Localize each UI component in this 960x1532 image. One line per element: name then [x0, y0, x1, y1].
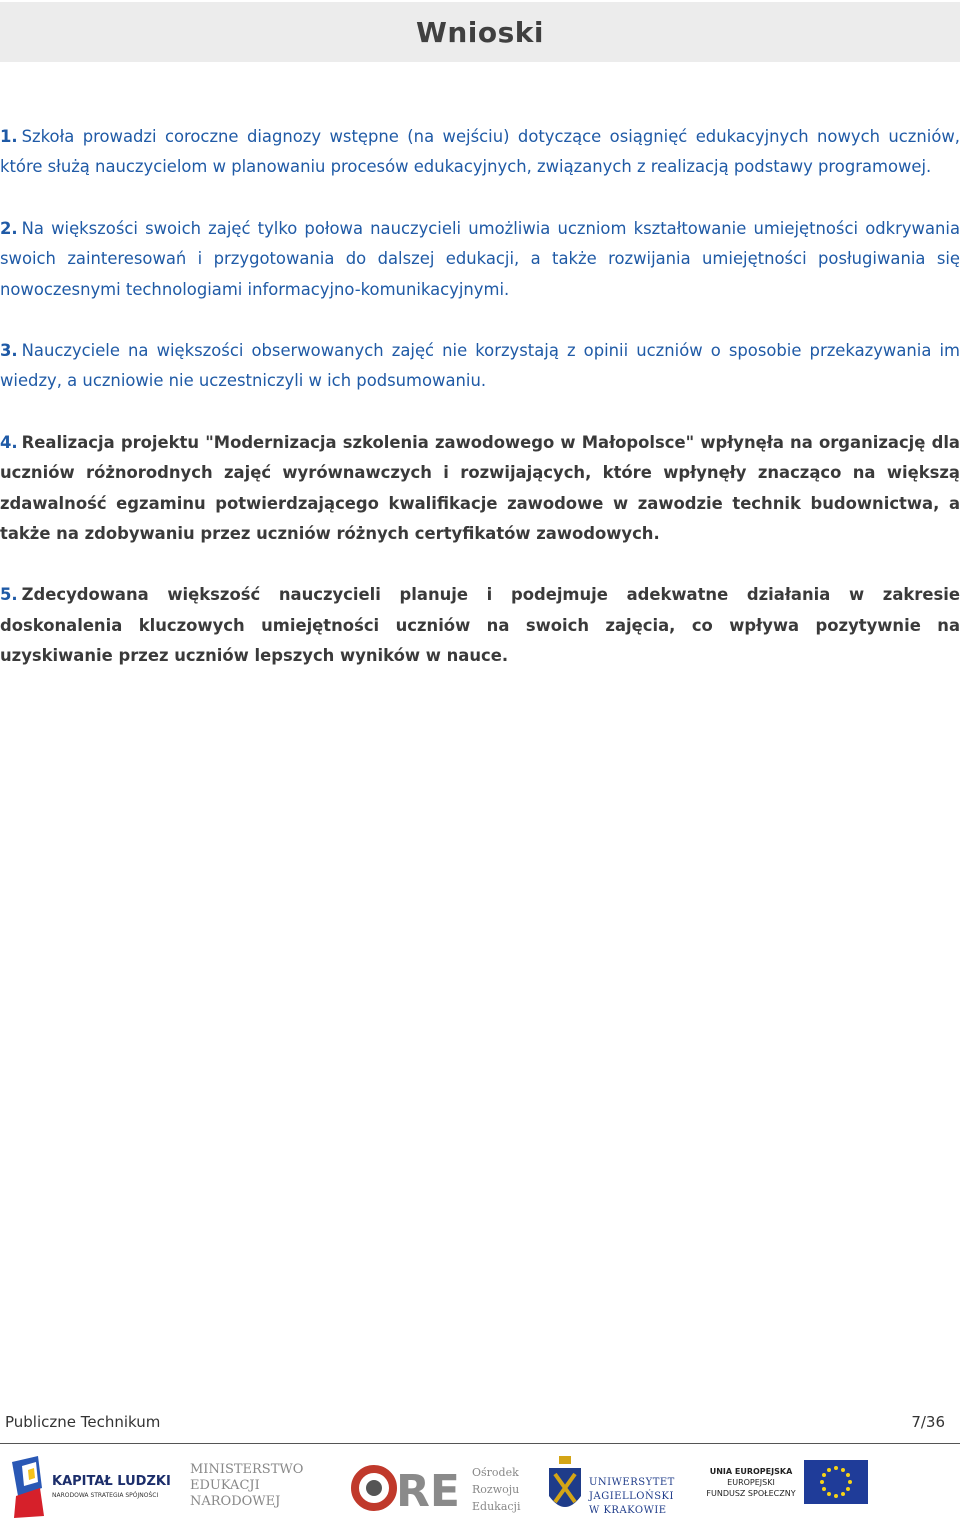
conclusion-text: Nauczyciele na większości obserwowanych zajęć nie korzystają z opinii uczniów o sposobie przekazywania im wiedzy, a uczniowie nie uczestniczyli w ich podsumowaniu.	[0, 341, 960, 391]
uj-crest-icon	[545, 1452, 585, 1524]
eu-logo	[706, 1452, 876, 1524]
svg-text:RE: RE	[396, 1466, 460, 1517]
page-number: 7/36	[911, 1413, 945, 1431]
ore-line-1: Ośrodek	[472, 1466, 519, 1479]
men-line-1: MINISTERSTWO	[190, 1462, 304, 1477]
eu-flag-icon	[804, 1460, 868, 1504]
sponsor-logos	[0, 1452, 960, 1524]
conclusion-number: 3.	[0, 341, 18, 361]
conclusion-number: 5.	[0, 585, 18, 605]
page-footer	[5, 1410, 945, 1434]
footer-divider	[0, 1443, 960, 1444]
kapital-ludzki-subtitle: NARODOWA STRATEGIA SPÓJNOŚCI	[52, 1492, 159, 1499]
conclusion-number: 1.	[0, 127, 18, 146]
conclusion-number: 4.	[0, 432, 18, 452]
conclusion-text: Zdecydowana większość nauczycieli planuje i podejmuje adekwatne działania w zakresie doskonalenia kluczowych umiejętności uczniów na swoich zajęcia, co wpływa pozytywnie na uzyskiwanie przez uczniów lepszych wyników w nauce.	[0, 585, 960, 666]
conclusion-number: 2.	[0, 218, 18, 238]
men-line-3: NARODOWEJ	[190, 1494, 281, 1509]
uj-line-3: W KRAKOWIE	[589, 1505, 667, 1516]
footer-school-name: Publiczne Technikum	[5, 1413, 161, 1431]
uj-logo	[545, 1452, 695, 1524]
page-title: Wnioski	[415, 15, 545, 49]
kapital-ludzki-title: KAPITAŁ LUDZKI	[52, 1474, 171, 1489]
conclusion-item	[0, 580, 960, 671]
uj-line-1: UNIWERSYTET	[589, 1477, 675, 1488]
ore-line-3: Edukacji	[472, 1500, 521, 1513]
conclusions-list	[0, 122, 960, 703]
conclusion-item	[0, 336, 960, 397]
men-line-2: EDUKACJI	[190, 1478, 260, 1493]
ore-line-2: Rozwoju	[472, 1483, 520, 1496]
ore-mark-icon	[350, 1452, 460, 1524]
conclusion-item	[0, 122, 960, 183]
kapital-ludzki-logo	[8, 1452, 178, 1524]
eu-line-1: UNIA EUROPEJSKA	[709, 1467, 793, 1476]
title-bar	[0, 2, 960, 62]
men-logo	[190, 1452, 320, 1524]
eu-line-3: FUNDUSZ SPOŁECZNY	[706, 1489, 796, 1498]
conclusion-item	[0, 214, 960, 305]
conclusion-text: Szkoła prowadzi coroczne diagnozy wstępne (na wejściu) dotyczące osiągnięć edukacyjnych nowych uczniów, które służą nauczycielom w planowaniu procesów edukacyjnych, związanych z realizacją podstawy programowej.	[0, 127, 960, 177]
uj-line-2: JAGIELLOŃSKI	[589, 1491, 674, 1502]
ore-logo	[350, 1452, 530, 1524]
conclusion-text: Na większości swoich zajęć tylko połowa nauczycieli umożliwia uczniom kształtowanie umiejętności odkrywania swoich zainteresowań i przygotowania do dalszej edukacji, a także rozwijania umiejętności posługiwania się nowoczesnymi technologiami informacyjno-komunikacyjnymi.	[0, 218, 960, 299]
conclusion-item	[0, 428, 960, 550]
conclusion-text: Realizacja projektu "Modernizacja szkolenia zawodowego w Małopolsce" wpłynęła na organizację dla uczniów różnorodnych zajęć wyrównawczych i rozwijających, które wpłynęły znacząco na większą zdawalność egzaminu potwierdzającego kwalifikacje zawodowe w zawodzie technik budownictwa, a także na zdobywaniu przez uczniów różnych certyfikatów zawodowych.	[0, 432, 960, 544]
eu-line-2: EUROPEJSKI	[727, 1478, 775, 1487]
